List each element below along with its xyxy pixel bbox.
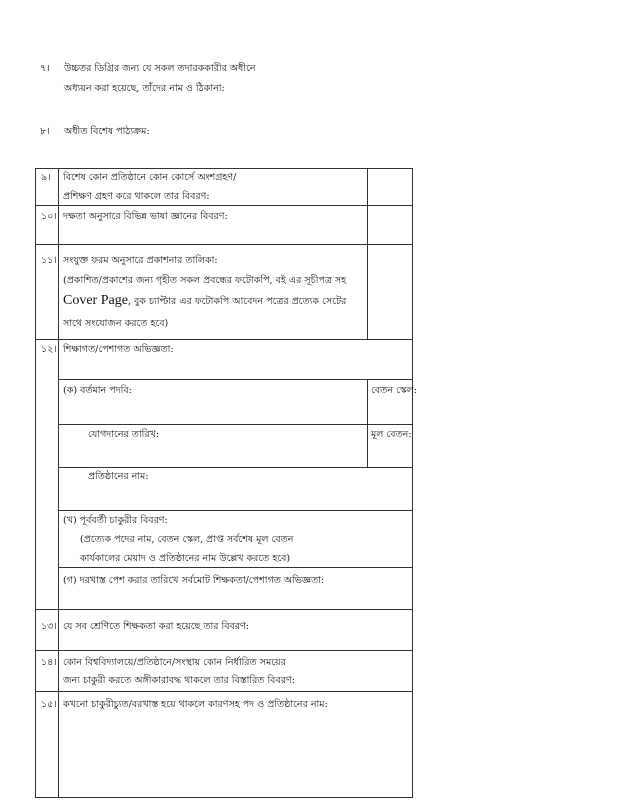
item-8-number: ৮। — [40, 126, 50, 137]
cover-page-text: Cover Page — [63, 293, 128, 308]
row-14-line1: কোন বিশ্ববিদ্যালয়ে/প্রতিষ্ঠানে/সংস্থায় কোন নির্ধারিত সময়ের — [63, 657, 286, 668]
previous-job-line2: (প্রত্যেক পদের নাম, বেতন স্কেল, প্রাপ্ত সর্বশেষ মূল বেতন — [80, 534, 294, 545]
row-divider — [58, 510, 412, 511]
row-divider — [36, 205, 412, 206]
number-column-divider — [58, 169, 59, 797]
item-7-number: ৭। — [40, 63, 50, 74]
row-divider — [58, 467, 412, 468]
row-divider — [36, 650, 412, 651]
row-11-line2: (প্রকাশিত/প্রকাশের জন্য গৃহীত সকল প্রবন্ধের ফটোকপি, বই এর সূচীপত্র সহ — [63, 275, 347, 286]
row-13-number: ১৩। — [41, 621, 57, 632]
row-14-line2: জন্য চাকুরী করতে অঙ্গীকারাবদ্ধ থাকলে তার বিস্তারিত বিবরণ: — [63, 675, 295, 686]
row-9-number: ৯। — [41, 172, 51, 183]
row-9-line1: বিশেষ কোন প্রতিষ্ঠানে কোন কোর্সে অংশগ্রহণ/ — [63, 172, 237, 183]
row-9-line2: প্রশিক্ষণ গ্রহণ করে থাকলে তার বিবরণ: — [63, 191, 210, 202]
row-14-number: ১৪। — [41, 657, 57, 668]
pay-scale-label: বেতন স্কেল: — [371, 385, 417, 396]
row-divider — [58, 379, 412, 380]
row-12-number: ১২। — [41, 344, 57, 355]
join-date-label: যোগদানের তারিখ: — [88, 429, 160, 440]
row-11-line1: সংযুক্ত ফরম অনুসারে প্রকাশনার তালিকা: — [63, 255, 218, 266]
row-divider — [58, 567, 412, 568]
row-10-number: ১০। — [41, 211, 57, 222]
value-column-divider — [367, 169, 368, 339]
row-10-line1: দক্ষতা অনুসারে বিভিন্ন ভাষা জ্ঞানের বিবরণ: — [63, 211, 228, 222]
row-11-line4: সাথে সংযোজন করতে হবে) — [63, 318, 169, 329]
row-11-number: ১১। — [41, 255, 57, 266]
item-7-line1: উচ্চতর ডিগ্রির জন্য যে সকল তদারককারীর অধীনে — [64, 63, 256, 74]
previous-job-line3: কার্যকালের মেয়াদ ও প্রতিষ্ঠানের নাম উল্লেখ করতে হবে) — [80, 553, 291, 564]
previous-job-line1: (খ) পূর্ববর্তী চাকুরীর বিবরণ: — [63, 515, 168, 526]
row-11-line3 — [63, 293, 346, 310]
form-table — [35, 168, 417, 798]
row-13-line1: যে সব শ্রেণিতে শিক্ষকতা করা হয়েছে তার বিবরণ: — [63, 621, 249, 632]
current-post-label: (ক) বর্তমান পদবি: — [63, 385, 132, 396]
row-divider — [36, 244, 412, 245]
row-11-line3-rest: , বুক চ্যাপ্টার এর ফটোকপি আবেদন পত্রের প্রত্যেক সেটের — [127, 296, 347, 307]
item-8-line1: অধীত বিশেষ পাঠ্যক্রম: — [64, 126, 150, 137]
basic-pay-label: মূল বেতন: — [371, 429, 412, 440]
row-divider — [58, 424, 412, 425]
row-12-title: শিক্ষাগত/পেশাগত অভিজ্ঞতা: — [63, 344, 174, 355]
row-15-line1: কখনো চাকুরীচ্যুত/বরখাস্ত হয়ে থাকলে কারণসহ পদ ও প্রতিষ্ঠানের নাম: — [63, 699, 328, 710]
row-divider — [36, 609, 412, 610]
total-experience-label: (গ) দরখাস্ত পেশ করার তারিখে সর্বমোট শিক্ষকতা/পেশাগত অভিজ্ঞতা: — [63, 575, 325, 586]
row-divider — [36, 691, 412, 692]
institution-name-label: প্রতিষ্ঠানের নাম: — [88, 471, 149, 482]
row-15-number: ১৫। — [41, 699, 57, 710]
item-7-line2: অধ্যয়ন করা হয়েছে, তাঁদের নাম ও ঠিকানা: — [64, 83, 225, 94]
value-column-divider — [367, 379, 368, 467]
row-divider — [36, 339, 412, 340]
